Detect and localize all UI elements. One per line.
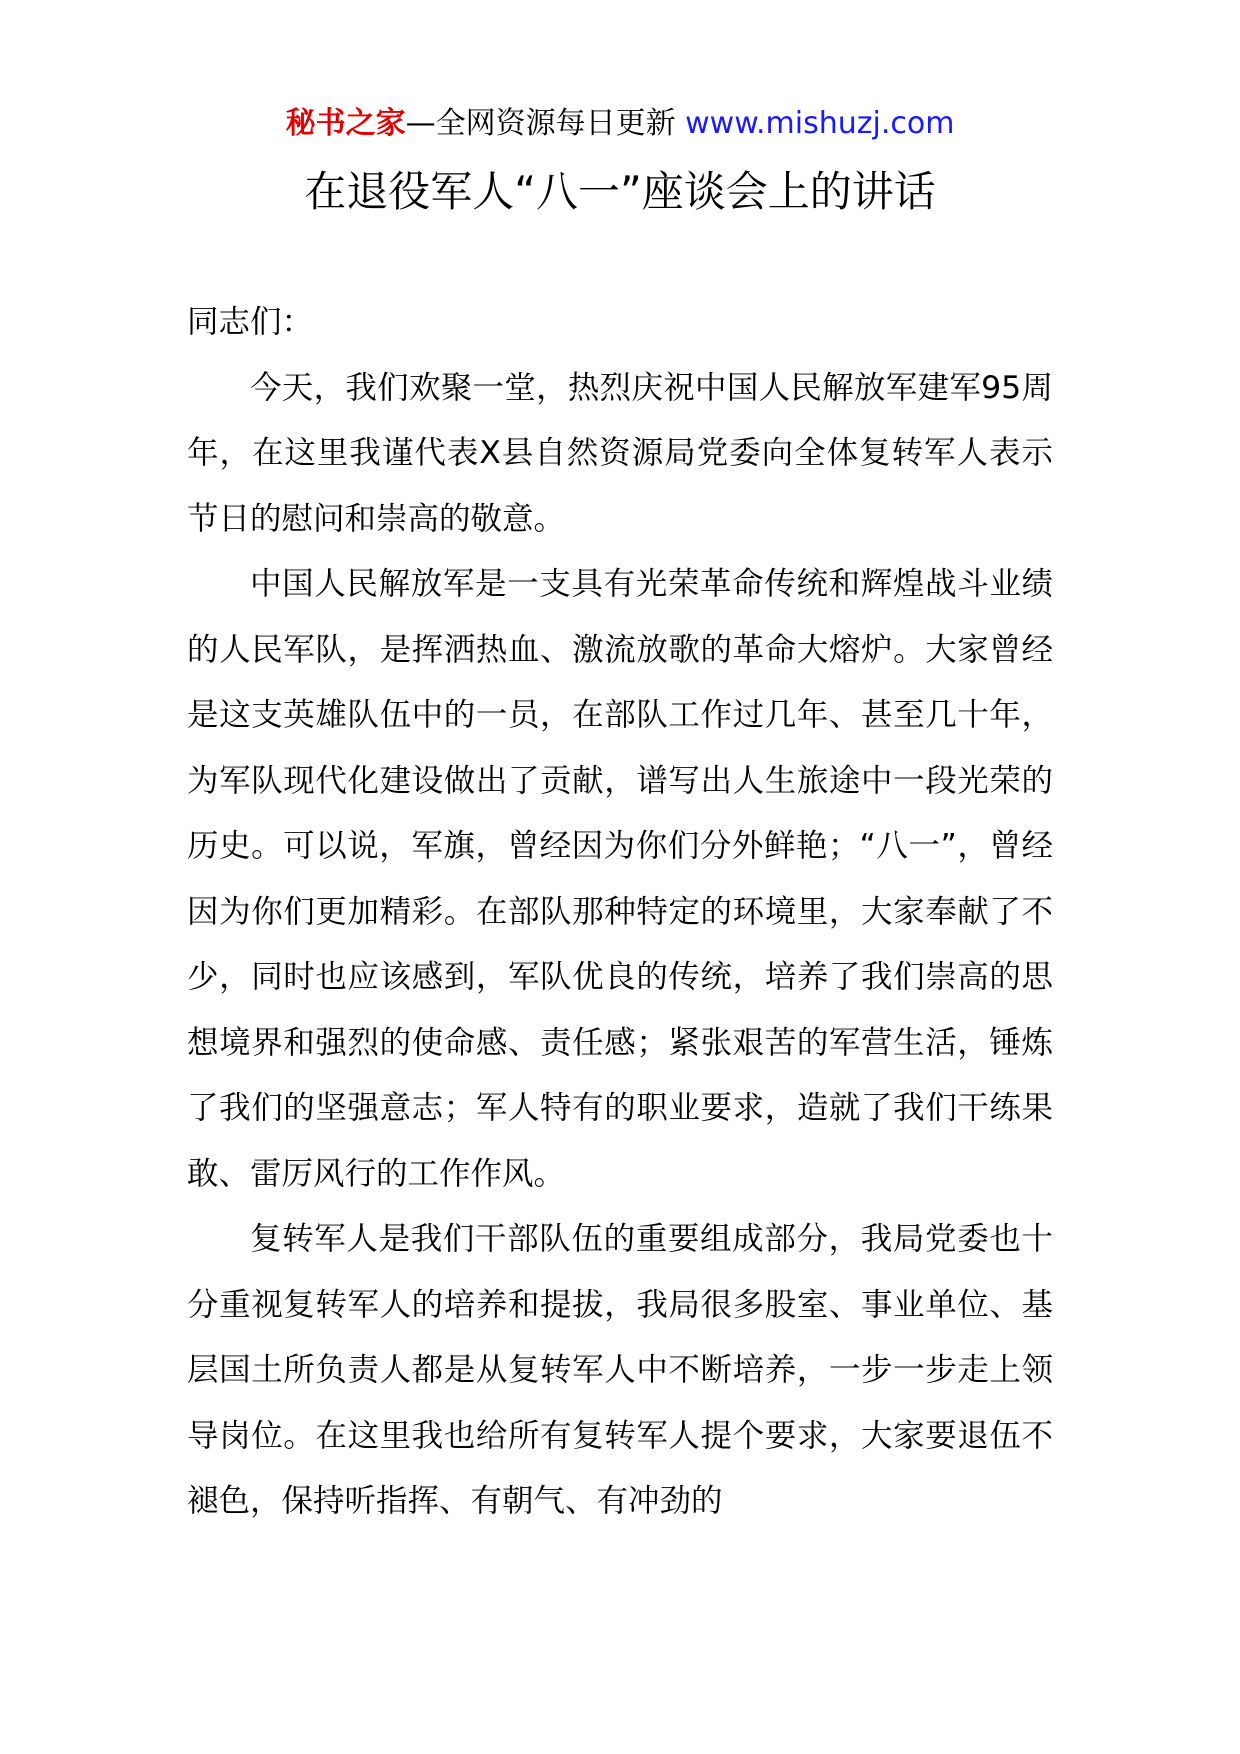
header-tagline: —全网资源每日更新: [405, 106, 686, 141]
paragraph: 中国人民解放军是一支具有光荣革命传统和辉煌战斗业绩的人民军队，是挥洒热血、激流放歌的革命大熔炉。大家曾经是这支英雄队伍中的一员，在部队工作过几年、甚至几十年，为军队现代化建设做出了贡献，谱写出人生旅途中一段光荣的历史。可以说，军旗，曾经因为你们分外鲜艳；“八一”，曾经因为你们更加精彩。在部队那种特定的环境里，大家奉献了不少，同时也应该感到，军队优良的传统，培养了我们崇高的思想境界和强烈的使命感、责任感；紧张艰苦的军营生活，锤炼了我们的坚强意志；军人特有的职业要求，造就了我们干练果敢、雷厉风行的工作作风。: [187, 566, 1053, 1192]
salutation: 同志们：: [187, 304, 314, 340]
page-header: [0, 104, 1240, 144]
paragraph: 今天，我们欢聚一堂，热烈庆祝中国人民解放军建军95周年，在这里我谨代表X县自然资源局党委向全体复转军人表示节日的慰问和崇高的敬意。: [187, 369, 1053, 537]
document-title: 在退役军人“八一”座谈会上的讲话: [304, 167, 936, 216]
brand-name: 秘书之家: [285, 106, 406, 141]
paragraph: 复转军人是我们干部队伍的重要组成部分，我局党委也十分重视复转军人的培养和提拔，我局很多股室、事业单位、基层国土所负责人都是从复转军人中不断培养，一步一步走上领导岗位。在这里我也给所有复转军人提个要求，大家要退伍不褪色，保持听指挥、有朝气、有冲劲的: [187, 1221, 1053, 1519]
site-url: www.mishuzj.com: [685, 106, 955, 141]
document-body: [187, 290, 1053, 1535]
